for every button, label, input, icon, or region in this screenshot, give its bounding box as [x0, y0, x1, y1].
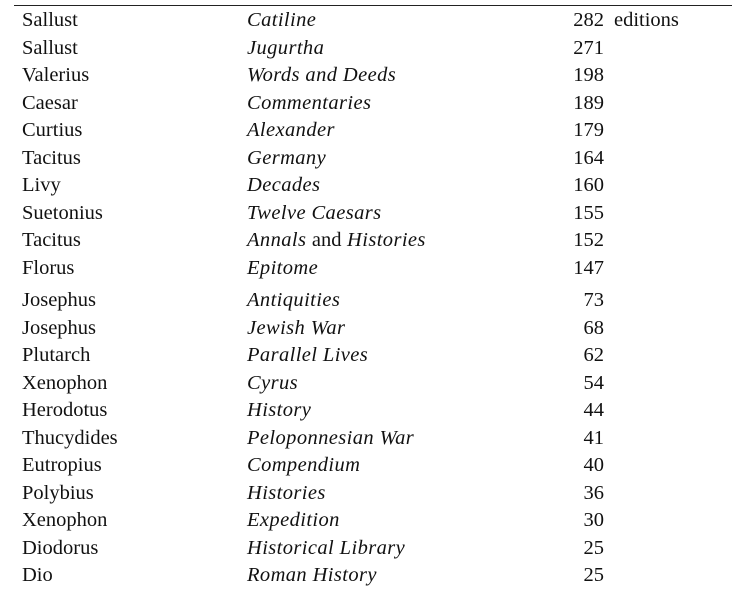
edition-count-cell: 62	[583, 344, 604, 366]
table-row	[0, 35, 732, 63]
author-cell: Josephus	[22, 289, 97, 311]
work-title-cell: History	[247, 399, 312, 421]
edition-count-cell: 68	[583, 316, 604, 339]
edition-count-cell: 164	[573, 146, 604, 169]
author-cell: Thucydides	[22, 426, 118, 449]
table-row	[0, 315, 732, 343]
table-row	[0, 255, 732, 283]
edition-count-cell: 152	[573, 229, 604, 251]
work-title-cell: Jewish War	[247, 316, 346, 339]
author-cell: Polybius	[22, 481, 94, 504]
author-cell: Curtius	[22, 119, 83, 141]
work-title-part: Histories	[347, 229, 426, 251]
work-title-cell	[247, 227, 426, 255]
table-row	[0, 287, 732, 315]
work-title-cell: Epitome	[247, 256, 319, 279]
edition-count-cell: 179	[573, 119, 604, 141]
count-unit-label: editions	[614, 9, 679, 31]
work-title-cell: Expedition	[247, 509, 340, 531]
work-title-cell: Jugurtha	[247, 36, 325, 59]
work-title-cell: Germany	[247, 146, 327, 169]
work-title-cell: Antiquities	[247, 289, 341, 311]
work-title-conjunction: and	[311, 229, 342, 251]
edition-count-cell: 160	[573, 174, 604, 196]
table-row	[0, 397, 732, 425]
table-row	[0, 200, 732, 228]
work-title-cell: Commentaries	[247, 91, 372, 114]
edition-count-cell: 73	[583, 289, 604, 311]
edition-count-cell: 155	[573, 201, 604, 224]
author-cell: Florus	[22, 256, 75, 279]
table-row	[0, 7, 732, 35]
table-row	[0, 117, 732, 145]
author-cell: Plutarch	[22, 344, 91, 366]
edition-count-cell: 25	[583, 536, 604, 559]
author-cell: Caesar	[22, 91, 78, 114]
edition-count-cell: 198	[573, 64, 604, 86]
edition-count-cell: 25	[583, 564, 604, 586]
table-row	[0, 342, 732, 370]
author-cell: Dio	[22, 564, 53, 586]
table-row	[0, 562, 732, 590]
work-title-cell: Parallel Lives	[247, 344, 369, 366]
table-row	[0, 145, 732, 173]
author-cell: Eutropius	[22, 454, 102, 476]
author-cell: Valerius	[22, 64, 90, 86]
work-title-cell: Peloponnesian War	[247, 426, 415, 449]
table-row	[0, 172, 732, 200]
table-row	[0, 90, 732, 118]
author-cell: Herodotus	[22, 399, 108, 421]
edition-count-cell: 54	[583, 371, 604, 394]
table-body	[0, 7, 732, 590]
work-title-cell: Alexander	[247, 119, 335, 141]
table-row	[0, 535, 732, 563]
table-row	[0, 370, 732, 398]
work-title-cell: Catiline	[247, 9, 317, 31]
edition-count-cell: 30	[583, 509, 604, 531]
work-title-cell: Decades	[247, 174, 321, 196]
author-cell: Tacitus	[22, 146, 81, 169]
work-title-cell: Roman History	[247, 564, 377, 586]
edition-count-cell: 271	[573, 36, 604, 59]
edition-count-cell: 41	[583, 426, 604, 449]
table-row	[0, 507, 732, 535]
table-row	[0, 452, 732, 480]
work-title-cell: Words and Deeds	[247, 64, 397, 86]
table-row	[0, 62, 732, 90]
author-cell: Livy	[22, 174, 61, 196]
table-row	[0, 425, 732, 453]
work-title-cell: Compendium	[247, 454, 361, 476]
edition-count-cell: 36	[583, 481, 604, 504]
edition-count-cell: 40	[583, 454, 604, 476]
author-cell: Diodorus	[22, 536, 99, 559]
edition-count-cell: 189	[573, 91, 604, 114]
author-cell: Xenophon	[22, 371, 108, 394]
table-row	[0, 227, 732, 255]
work-title-cell: Cyrus	[247, 371, 298, 394]
edition-count-cell: 44	[583, 399, 604, 421]
table-row	[0, 480, 732, 508]
author-cell: Sallust	[22, 9, 78, 31]
author-cell: Sallust	[22, 36, 78, 59]
work-title-part: Annals	[247, 229, 307, 251]
work-title-cell: Histories	[247, 481, 326, 504]
work-title-cell: Twelve Caesars	[247, 201, 382, 224]
edition-count-cell: 282	[573, 9, 604, 31]
top-rule	[14, 5, 732, 6]
author-cell: Josephus	[22, 316, 97, 339]
author-cell: Suetonius	[22, 201, 103, 224]
author-cell: Tacitus	[22, 229, 81, 251]
work-title-cell: Historical Library	[247, 536, 406, 559]
edition-count-cell: 147	[573, 256, 604, 279]
author-cell: Xenophon	[22, 509, 108, 531]
